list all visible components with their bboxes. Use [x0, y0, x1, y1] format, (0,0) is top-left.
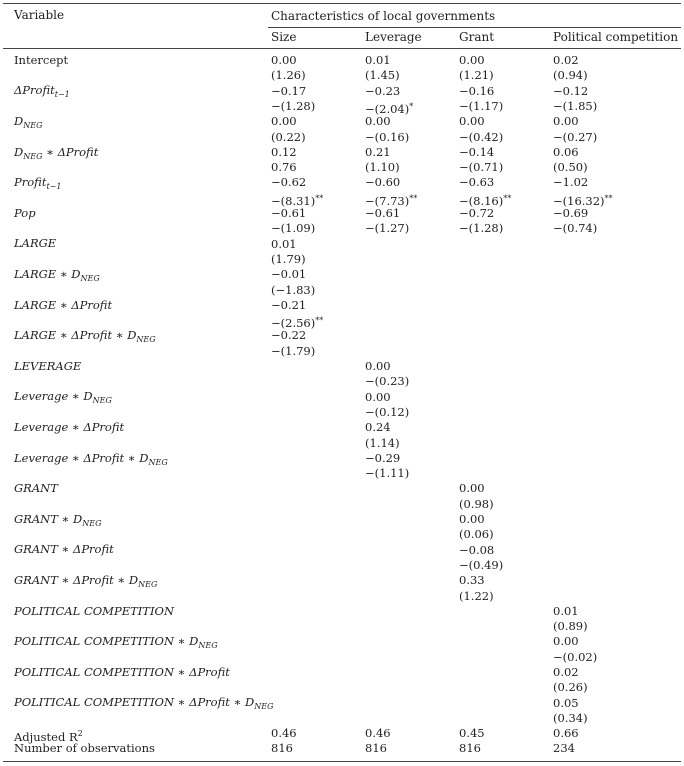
coef-size-19: −(1.79)	[271, 343, 316, 358]
coef-leverage-11: −(1.27)	[365, 221, 410, 236]
coef-leverage-19: −(1.11)	[365, 466, 410, 481]
row-label-leverage-dprofit-dneg: Leverage ∗ ΔProfit ∗ $D_{NEG}$	[14, 451, 168, 467]
row-label-pc-dprofit: POLITICAL COMPETITION ∗ ΔProfit	[14, 665, 230, 679]
row-label-grant: GRANT	[14, 481, 58, 495]
row-label-profit: Profit$_{t-1}$	[14, 175, 62, 191]
coef-political-competition-15: −(0.02)	[553, 649, 598, 664]
coef-size-9: −(8.31)**	[271, 193, 324, 208]
coef-grant-8: −0.63	[459, 175, 495, 190]
coef-size-2: −0.17	[271, 83, 307, 98]
coef-size-12: 0.01	[271, 236, 297, 251]
coef-grant-19: (1.22)	[459, 588, 494, 603]
coef-leverage-7: (1.10)	[365, 160, 400, 175]
coef-political-competition-17: (0.26)	[553, 680, 588, 695]
header-bottom-rule	[3, 48, 681, 49]
coef-size-11: −(1.09)	[271, 221, 316, 236]
coef-grant-14: 0.00	[459, 512, 485, 526]
coef-grant-2: −0.16	[459, 83, 495, 98]
coef-grant-5: −(0.42)	[459, 129, 504, 144]
adjr2-size: 0.46	[271, 726, 297, 740]
coef-size-15: (−1.83)	[271, 282, 316, 297]
coef-political-competition-16: 0.02	[553, 665, 579, 679]
coef-leverage-16: 0.24	[365, 420, 391, 435]
coef-political-competition-9: −(16.32)**	[553, 193, 613, 208]
row-label-leverage: LEVERAGE	[14, 359, 82, 373]
table-top-rule	[3, 3, 681, 4]
coef-grant-9: −(8.16)**	[459, 193, 512, 208]
header-variable: Variable	[14, 8, 65, 22]
coef-political-competition-12: 0.01	[553, 603, 579, 618]
row-label-observations: Number of observations	[14, 741, 155, 755]
coef-size-6: 0.12	[271, 144, 297, 159]
coef-size-3: −(1.28)	[271, 98, 316, 113]
coef-political-competition-6: 0.06	[553, 144, 579, 159]
row-label-intercept: Intercept	[14, 53, 69, 67]
coef-size-14: −0.01	[271, 267, 307, 282]
significance-stars: **	[315, 193, 324, 203]
coef-grant-4: 0.00	[459, 114, 485, 129]
row-label-pop: Pop	[14, 206, 36, 220]
adjr2-grant: 0.45	[459, 726, 485, 740]
coef-political-competition-8: −1.02	[553, 175, 589, 190]
coef-leverage-5: −(0.16)	[365, 129, 410, 144]
row-label-dprofit: ΔProfit$_{t-1}$	[14, 83, 70, 99]
coef-size-5: (0.22)	[271, 129, 306, 144]
coef-leverage-4: 0.00	[365, 114, 391, 129]
coef-political-competition-3: −(1.85)	[553, 98, 598, 113]
coef-leverage-9: −(7.73)**	[365, 193, 418, 208]
header-col-grant: Grant	[459, 30, 495, 44]
row-label-pc-dprofit-dneg: POLITICAL COMPETITION ∗ ΔProfit ∗ $D_{NEG}$	[14, 695, 274, 711]
coef-political-competition-11: −(0.74)	[553, 221, 598, 236]
row-label-dneg: $D_{NEG}$	[14, 114, 43, 130]
coef-political-competition-14: 0.00	[553, 634, 579, 649]
coef-leverage-12: 0.00	[365, 359, 391, 373]
coef-size-10: −0.61	[271, 206, 307, 220]
row-label-large: LARGE	[14, 236, 57, 250]
nobs-size: 816	[271, 741, 293, 755]
coef-political-competition-19: (0.34)	[553, 710, 588, 725]
significance-stars: **	[315, 316, 324, 326]
coef-leverage-13: −(0.23)	[365, 374, 410, 389]
coef-political-competition-13: (0.89)	[553, 619, 588, 634]
coef-leverage-6: 0.21	[365, 144, 391, 159]
row-label-grant-dneg: GRANT ∗ $D_{NEG}$	[14, 512, 102, 528]
coef-grant-15: (0.06)	[459, 527, 494, 542]
coef-size-4: 0.00	[271, 114, 297, 129]
coef-grant-3: −(1.17)	[459, 98, 504, 113]
coef-political-competition-0: 0.02	[553, 53, 579, 67]
coef-grant-18: 0.33	[459, 573, 485, 588]
coef-leverage-3: −(2.04)*	[365, 101, 414, 116]
nobs-political-competition: 234	[553, 741, 575, 755]
coef-leverage-15: −(0.12)	[365, 404, 410, 419]
coef-grant-11: −(1.28)	[459, 221, 504, 236]
coef-leverage-14: 0.00	[365, 389, 391, 404]
table-bottom-rule	[3, 761, 681, 762]
coef-grant-16: −0.08	[459, 542, 495, 557]
adjr2-leverage: 0.46	[365, 726, 391, 740]
coef-political-competition-4: 0.00	[553, 114, 579, 129]
coef-grant-6: −0.14	[459, 144, 495, 159]
row-label-grant-dprofit: GRANT ∗ ΔProfit	[14, 542, 114, 556]
row-label-large-dneg: LARGE ∗ $D_{NEG}$	[14, 267, 100, 283]
row-label-leverage-dneg: Leverage ∗ $D_{NEG}$	[14, 389, 112, 405]
coef-grant-12: 0.00	[459, 481, 485, 496]
significance-stars: **	[409, 193, 418, 203]
coef-leverage-2: −0.23	[365, 83, 401, 98]
coef-political-competition-5: −(0.27)	[553, 129, 598, 144]
coef-leverage-1: (1.45)	[365, 68, 400, 83]
row-label-grant-dprofit-dneg: GRANT ∗ ΔProfit ∗ $D_{NEG}$	[14, 573, 158, 589]
header-col-leverage: Leverage	[365, 30, 422, 44]
coef-leverage-10: −0.61	[365, 206, 401, 220]
coef-size-8: −0.62	[271, 175, 307, 190]
coef-leverage-0: 0.01	[365, 53, 391, 67]
coef-leverage-17: (1.14)	[365, 435, 400, 450]
significance-stars: **	[604, 193, 613, 203]
coef-political-competition-7: (0.50)	[553, 160, 588, 175]
nobs-grant: 816	[459, 741, 481, 755]
coef-size-0: 0.00	[271, 53, 297, 67]
row-label-dneg-x-dprofit: $D_{NEG}$ ∗ ΔProfit	[14, 145, 99, 161]
significance-stars: *	[409, 101, 414, 111]
coef-grant-1: (1.21)	[459, 68, 494, 83]
header-group-title: Characteristics of local governments	[271, 9, 496, 23]
coef-political-competition-2: −0.12	[553, 83, 589, 98]
row-label-large-dprofit: LARGE ∗ ΔProfit	[14, 298, 113, 312]
coef-size-7: 0.76	[271, 160, 297, 175]
row-label-pc-dneg: POLITICAL COMPETITION ∗ $D_{NEG}$	[14, 634, 218, 650]
coef-political-competition-10: −0.69	[553, 206, 589, 220]
coef-grant-10: −0.72	[459, 206, 495, 220]
nobs-leverage: 816	[365, 741, 387, 755]
coef-grant-0: 0.00	[459, 53, 485, 67]
coef-grant-17: −(0.49)	[459, 557, 504, 572]
significance-stars: **	[503, 193, 512, 203]
header-col-political-competition: Political competition	[553, 30, 679, 44]
coef-political-competition-1: (0.94)	[553, 68, 588, 83]
row-label-adjusted-r2: Adjusted $R^2$	[14, 729, 83, 744]
row-label-leverage-dprofit: Leverage ∗ ΔProfit	[14, 420, 125, 434]
group-header-rule	[268, 27, 681, 28]
coef-size-17: −(2.56)**	[271, 316, 324, 331]
coef-grant-7: −(0.71)	[459, 160, 504, 175]
coef-grant-13: (0.98)	[459, 496, 494, 511]
coef-leverage-18: −0.29	[365, 450, 401, 465]
adjr2-political-competition: 0.66	[553, 726, 579, 740]
coef-size-18: −0.22	[271, 328, 307, 343]
row-label-political-competition: POLITICAL COMPETITION	[14, 604, 175, 618]
coef-size-16: −0.21	[271, 297, 307, 312]
coef-leverage-8: −0.60	[365, 175, 401, 190]
header-col-size: Size	[271, 30, 297, 44]
coef-political-competition-18: 0.05	[553, 695, 579, 710]
coef-size-1: (1.26)	[271, 68, 306, 83]
row-label-large-dprofit-dneg: LARGE ∗ ΔProfit ∗ $D_{NEG}$	[14, 328, 156, 344]
coef-size-13: (1.79)	[271, 251, 306, 266]
